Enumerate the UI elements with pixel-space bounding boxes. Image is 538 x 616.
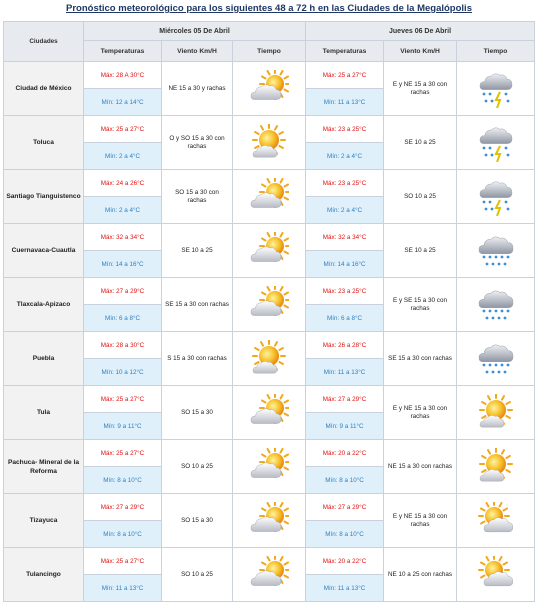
city-row <box>4 494 535 521</box>
min-temp: Mín: 2 a 4°C <box>306 197 384 224</box>
storm-icon <box>476 70 516 108</box>
partly-cloudy-icon <box>249 70 289 108</box>
max-temp: Máx: 27 a 29°C <box>84 494 162 521</box>
partly-cloudy-icon <box>249 502 289 540</box>
partly-cloudy-icon <box>249 232 289 270</box>
weather-cell <box>233 548 306 602</box>
rain-icon <box>476 286 516 324</box>
min-temp: Mín: 6 a 8°C <box>84 305 162 332</box>
min-temp: Mín: 14 a 16°C <box>306 251 384 278</box>
day1-header: Miércoles 05 De Abril <box>84 22 306 41</box>
min-temp: Mín: 8 a 10°C <box>84 467 162 494</box>
weather-cell <box>233 62 306 116</box>
max-temp: Máx: 27 a 29°C <box>306 386 384 413</box>
weather-cell <box>233 170 306 224</box>
day2-header: Jueves 06 De Abril <box>306 22 535 41</box>
weather-cell <box>457 440 535 494</box>
max-temp: Máx: 25 a 27°C <box>84 116 162 143</box>
min-temp: Mín: 2 a 4°C <box>84 197 162 224</box>
max-temp: Máx: 26 a 28°C <box>306 332 384 359</box>
max-temp: Máx: 25 a 27°C <box>84 386 162 413</box>
min-temp: Mín: 10 a 12°C <box>84 359 162 386</box>
weather-cell <box>233 440 306 494</box>
min-temp: Mín: 9 a 11°C <box>84 413 162 440</box>
max-temp: Máx: 23 a 25°C <box>306 116 384 143</box>
city-name: Tulancingo <box>4 548 84 602</box>
city-row <box>4 332 535 359</box>
min-temp: Mín: 8 a 10°C <box>306 467 384 494</box>
city-row <box>4 224 535 251</box>
min-temp: Mín: 11 a 13°C <box>84 575 162 602</box>
weather-cell <box>233 332 306 386</box>
weather-cell <box>457 62 535 116</box>
city-name: Toluca <box>4 116 84 170</box>
partly-cloudy-icon <box>249 556 289 594</box>
cities-header: Ciudades <box>4 22 84 62</box>
city-name: Tula <box>4 386 84 440</box>
max-temp: Máx: 27 a 29°C <box>306 494 384 521</box>
wind: NE 10 a 25 con rachas <box>384 548 457 602</box>
temp-header: Temperaturas <box>306 41 384 62</box>
mostly-sunny-icon <box>476 448 516 486</box>
rain-icon <box>476 232 516 270</box>
wind: O y SO 15 a 30 con rachas <box>162 116 233 170</box>
min-temp: Mín: 9 a 11°C <box>306 413 384 440</box>
weather-cell <box>233 386 306 440</box>
wind: SO 15 a 30 <box>162 494 233 548</box>
city-name: Tizayuca <box>4 494 84 548</box>
wind: NE 15 a 30 con rachas <box>384 440 457 494</box>
weather-cell <box>457 386 535 440</box>
page-title: Pronóstico meteorológico para los siguientes 48 a 72 h en las Ciudades de la Megalópolis <box>66 3 472 14</box>
wind: E y NE 15 a 30 con rachas <box>384 62 457 116</box>
city-row <box>4 116 535 143</box>
max-temp: Máx: 27 a 29°C <box>84 278 162 305</box>
min-temp: Mín: 8 a 10°C <box>306 521 384 548</box>
city-name: Pachuca- Mineral de la Reforma <box>4 440 84 494</box>
max-temp: Máx: 23 a 25°C <box>306 278 384 305</box>
city-row <box>4 170 535 197</box>
city-name: Cuernavaca-Cuautla <box>4 224 84 278</box>
wind: SE 15 a 30 con rachas <box>384 332 457 386</box>
sun-behind-cloud-icon <box>476 502 516 540</box>
storm-icon <box>476 124 516 162</box>
weather-cell <box>233 278 306 332</box>
wind: E y NE 15 a 30 con rachas <box>384 494 457 548</box>
wind: S 15 a 30 con rachas <box>162 332 233 386</box>
wind: SE 10 a 25 <box>384 224 457 278</box>
city-name: Tlaxcala-Apizaco <box>4 278 84 332</box>
wind: E y NE 15 a 30 con rachas <box>384 386 457 440</box>
wind-header: Viento Km/H <box>384 41 457 62</box>
forecast-table <box>3 21 535 602</box>
weather-cell <box>457 548 535 602</box>
max-temp: Máx: 25 a 27°C <box>306 62 384 89</box>
partly-cloudy-icon <box>249 448 289 486</box>
wind: SO 15 a 30 <box>162 386 233 440</box>
max-temp: Máx: 32 a 34°C <box>84 224 162 251</box>
weather-header: Tiempo <box>233 41 306 62</box>
min-temp: Mín: 2 a 4°C <box>84 143 162 170</box>
weather-cell <box>457 278 535 332</box>
max-temp: Máx: 23 a 25°C <box>306 170 384 197</box>
wind: SO 10 a 25 <box>162 548 233 602</box>
weather-cell <box>233 224 306 278</box>
partly-cloudy-icon <box>249 394 289 432</box>
sun-behind-cloud-icon <box>476 556 516 594</box>
min-temp: Mín: 11 a 13°C <box>306 575 384 602</box>
max-temp: Máx: 20 a 22°C <box>306 440 384 467</box>
city-row <box>4 278 535 305</box>
city-name: Puebla <box>4 332 84 386</box>
wind: SO 10 a 25 <box>162 440 233 494</box>
partly-cloudy-icon <box>249 178 289 216</box>
max-temp: Máx: 28 a 30°C <box>84 332 162 359</box>
forecast-rows <box>4 62 535 602</box>
wind: SO 10 a 25 <box>384 170 457 224</box>
city-row <box>4 62 535 89</box>
city-row <box>4 386 535 413</box>
max-temp: Máx: 25 a 27°C <box>84 440 162 467</box>
weather-cell <box>457 116 535 170</box>
wind: SE 15 a 30 con rachas <box>162 278 233 332</box>
min-temp: Mín: 11 a 13°C <box>306 359 384 386</box>
wind: SO 15 a 30 con rachas <box>162 170 233 224</box>
weather-header: Tiempo <box>457 41 535 62</box>
min-temp: Mín: 2 a 4°C <box>306 143 384 170</box>
city-name: Santiago Tianguistenco <box>4 170 84 224</box>
partly-cloudy-icon <box>249 286 289 324</box>
wind: SE 10 a 25 <box>384 116 457 170</box>
min-temp: Mín: 11 a 13°C <box>306 89 384 116</box>
storm-icon <box>476 178 516 216</box>
mostly-sunny-icon <box>249 124 289 162</box>
weather-cell <box>457 224 535 278</box>
max-temp: Máx: 25 a 27°C <box>84 548 162 575</box>
min-temp: Mín: 14 a 16°C <box>84 251 162 278</box>
weather-cell <box>233 494 306 548</box>
max-temp: Máx: 32 a 34°C <box>306 224 384 251</box>
mostly-sunny-icon <box>476 394 516 432</box>
max-temp: Máx: 28 A 30°C <box>84 62 162 89</box>
city-row <box>4 548 535 575</box>
max-temp: Máx: 24 a 26°C <box>84 170 162 197</box>
wind-header: Viento Km/H <box>162 41 233 62</box>
min-temp: Mín: 8 a 10°C <box>84 521 162 548</box>
mostly-sunny-icon <box>249 340 289 378</box>
min-temp: Mín: 12 a 14°C <box>84 89 162 116</box>
min-temp: Mín: 6 a 8°C <box>306 305 384 332</box>
wind: SE 10 a 25 <box>162 224 233 278</box>
weather-cell <box>457 494 535 548</box>
rain-icon <box>476 340 516 378</box>
wind: NE 15 a 30 y rachas <box>162 62 233 116</box>
city-name: Ciudad de México <box>4 62 84 116</box>
weather-cell <box>457 332 535 386</box>
city-row <box>4 440 535 467</box>
weather-cell <box>233 116 306 170</box>
weather-cell <box>457 170 535 224</box>
max-temp: Máx: 20 a 22°C <box>306 548 384 575</box>
temp-header: Temperaturas <box>84 41 162 62</box>
wind: E y SE 15 a 30 con rachas <box>384 278 457 332</box>
